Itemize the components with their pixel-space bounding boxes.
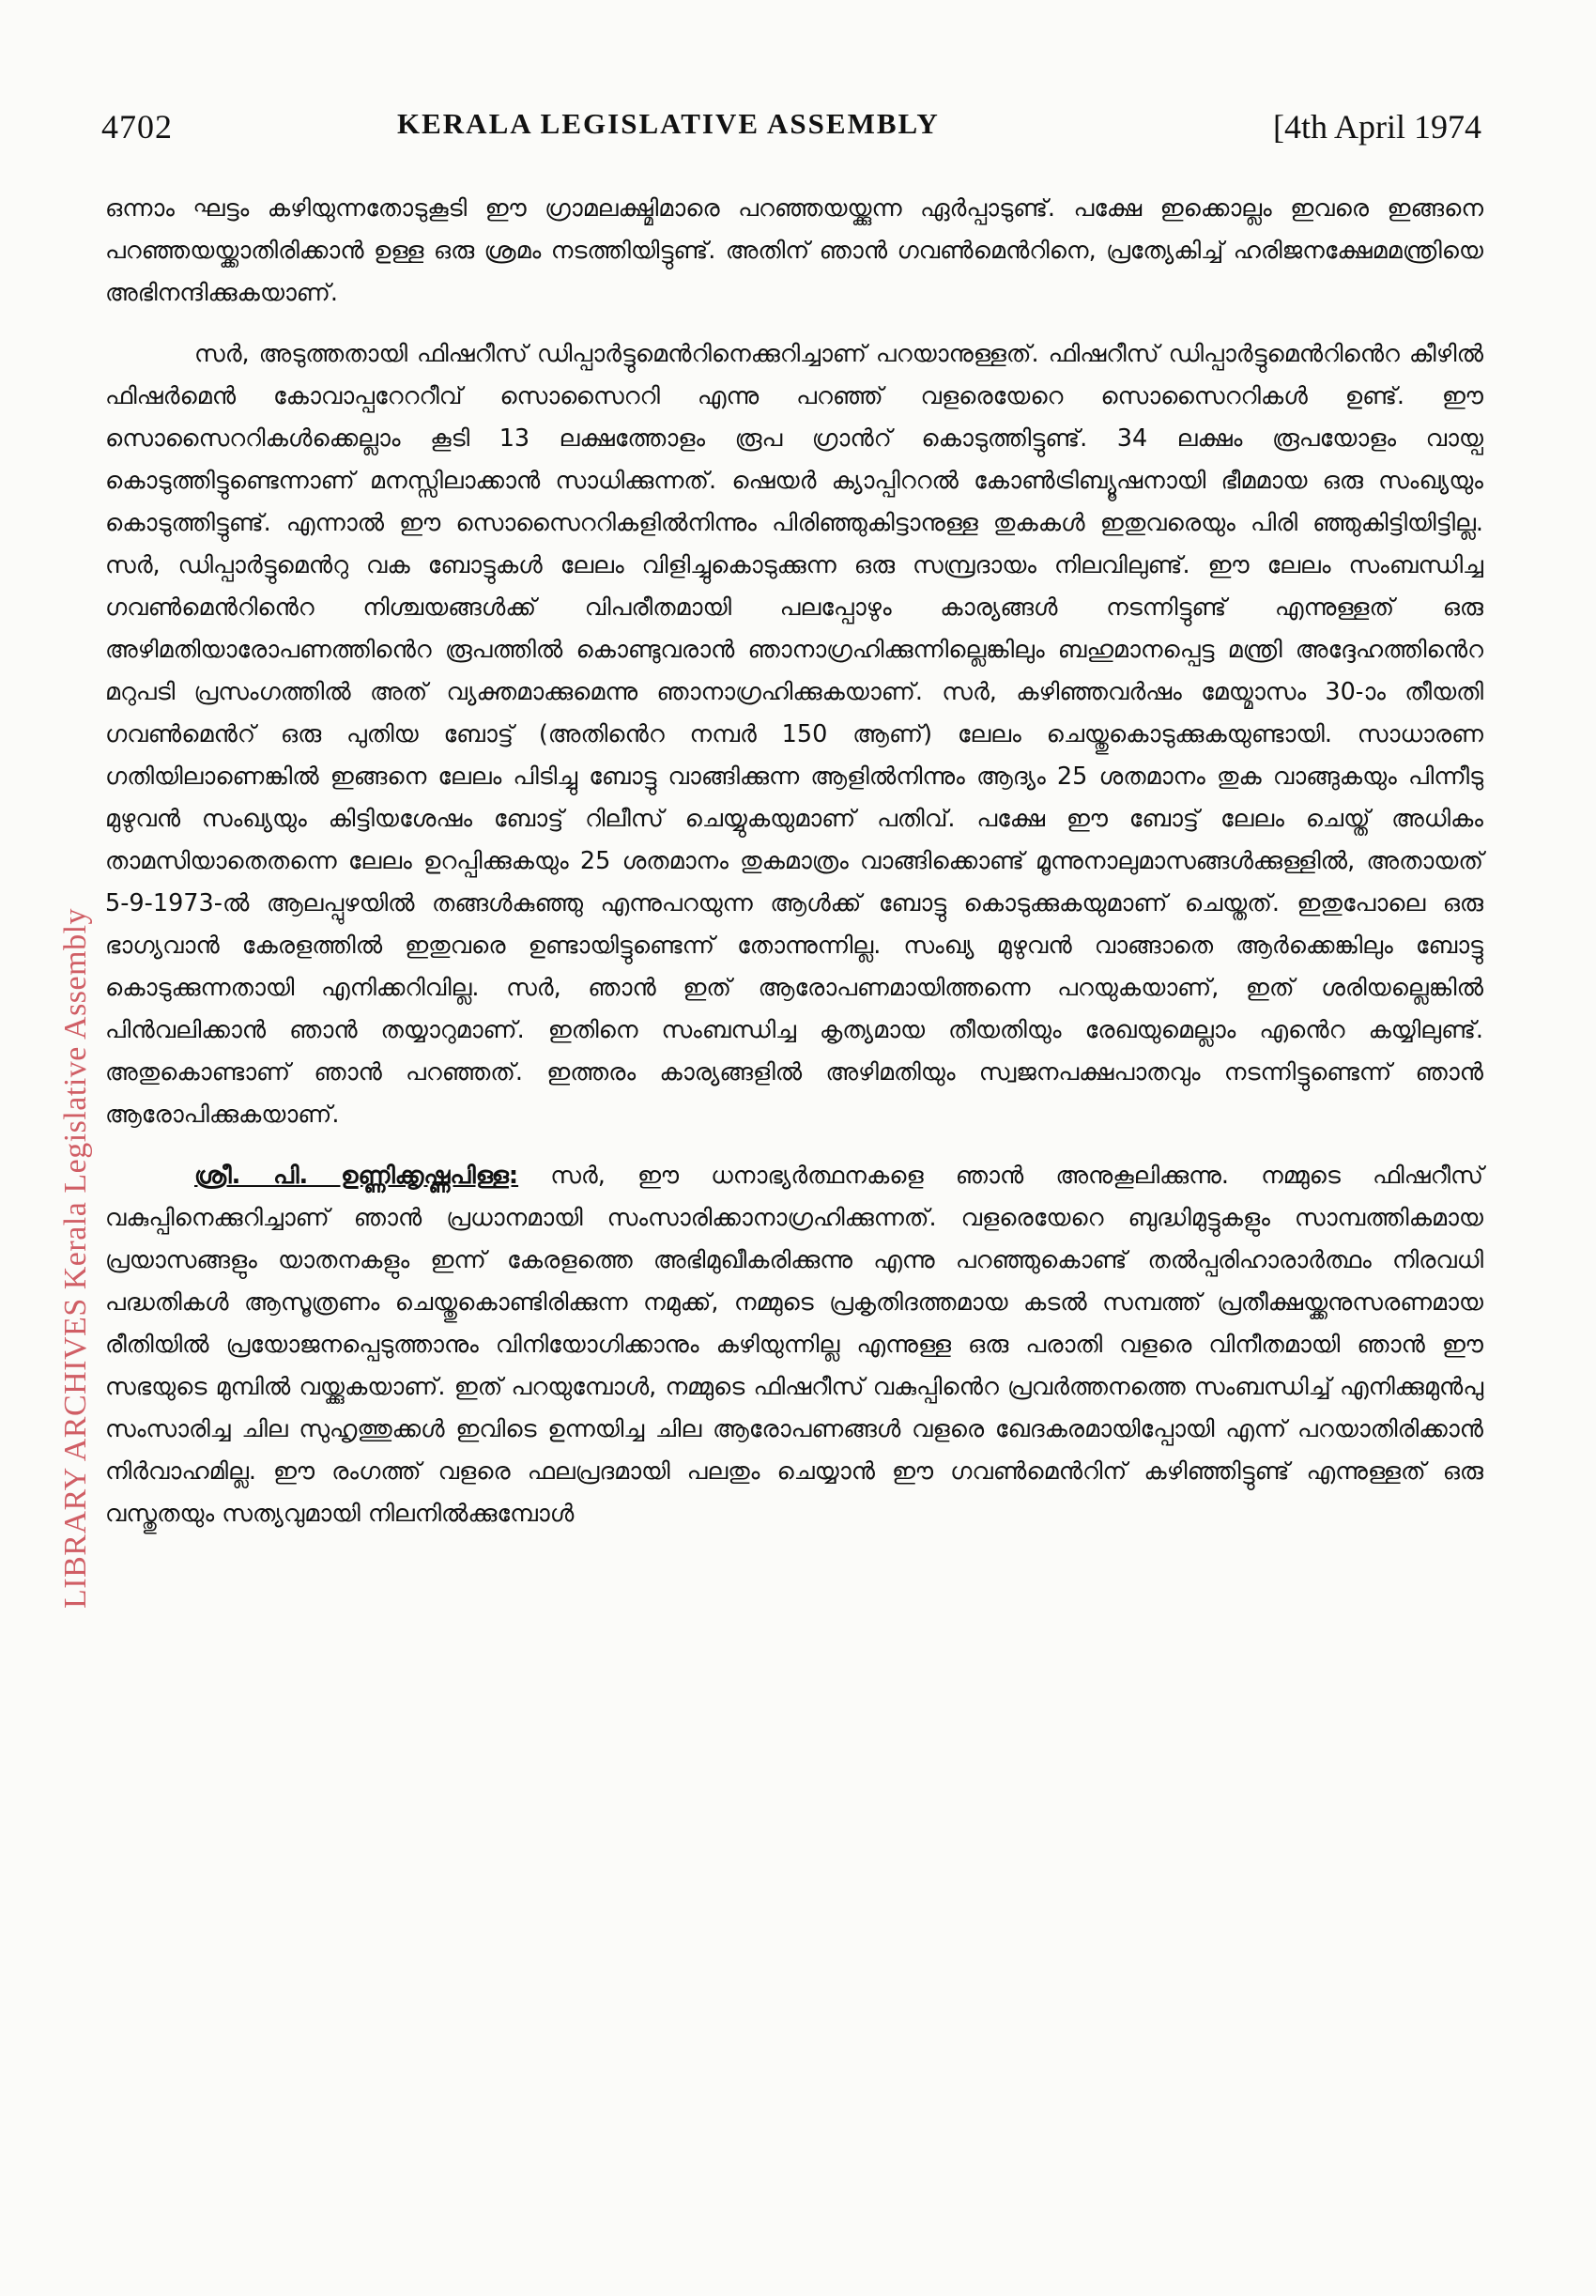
watermark-text: LIBRARY ARCHIVES Kerala Legislative Assembly	[58, 907, 93, 1609]
page-header	[101, 101, 1481, 158]
paragraph-3	[105, 1155, 1483, 1535]
paragraph-1-text: ഒന്നാം ഘട്ടം കഴിയുന്നതോടുകൂടി ഈ ഗ്രാമലക്ഷ്മിമാരെ പറഞ്ഞയയ്ക്കുന്ന ഏർപ്പാടുണ്ട്. പക്ഷേ ഇക്കൊല്ലം ഇവരെ ഇങ്ങനെ പറഞ്ഞയയ്ക്കാതിരിക്കാൻ ഉള്ള ഒരു ശ്രമം നടത്തിയിട്ടുണ്ട്. അതിന് ഞാൻ ഗവൺമെൻറിനെ, പ്രത്യേകിച്ച് ഹരിജനക്ഷേമമന്ത്രിയെ അഭിനന്ദിക്കുകയാണ്.	[105, 194, 1483, 307]
paragraph-2-text: സർ, അടുത്തതായി ഫിഷറീസ് ഡിപ്പാർട്ടുമെൻറിനെക്കുറിച്ചാണ് പറയാനുള്ളത്. ഫിഷറീസ് ഡിപ്പാർട്ടുമെൻറിൻെറ കീഴിൽ ഫിഷർമെൻ കോവാപ്പറേററീവ് സൊസൈററി എന്നു പറഞ്ഞ് വളരെയേറെ സൊസൈററികൾ ഉണ്ട്. ഈ സൊസൈററികൾക്കെല്ലാം കൂടി 13 ലക്ഷത്തോളം രൂപ ഗ്രാൻറ് കൊടുത്തിട്ടുണ്ട്. 34 ലക്ഷം രൂപയോളം വായ്പ കൊടുത്തിട്ടുണ്ടെന്നാണ് മനസ്സിലാക്കാൻ സാധിക്കുന്നത്. ഷെയർ ക്യാപ്പിററൽ കോൺട്രിബ്യൂഷനായി ഭീമമായ ഒരു സംഖ്യയും കൊടുത്തിട്ടുണ്ട്. എന്നാൽ ഈ സൊസൈററികളിൽനിന്നും പിരിഞ്ഞുകിട്ടാനുള്ള തുകകൾ ഇതുവരെയും പിരി ഞ്ഞുകിട്ടിയിട്ടില്ല. സർ, ഡിപ്പാർട്ടുമെൻറു വക ബോട്ടുകൾ ലേലം വിളിച്ചുകൊടുക്കുന്ന ഒരു സമ്പ്രദായം നിലവിലുണ്ട്. ഈ ലേലം സംബന്ധിച്ച ഗവൺമെൻറിൻെറ നിശ്ചയങ്ങൾക്ക് വിപരീതമായി പലപ്പോഴും കാര്യങ്ങൾ നടന്നിട്ടുണ്ട് എന്നുള്ളത് ഒരു അഴിമതിയാരോപണത്തിൻെറ രൂപത്തിൽ കൊണ്ടുവരാൻ ഞാനാഗ്രഹിക്കുന്നില്ലെങ്കിലും ബഹുമാനപ്പെട്ട മന്ത്രി അദ്ദേഹത്തിൻെറ മറുപടി പ്രസംഗത്തിൽ അത് വ്യക്തമാക്കുമെന്നു ഞാനാഗ്രഹിക്കുകയാണ്. സർ, കഴിഞ്ഞവർഷം മേയ്മാസം 30-ാം തീയതി ഗവൺമെൻറ് ഒരു പുതിയ ബോട്ട് (അതിൻെറ നമ്പർ 150 ആണ്) ലേലം ചെയ്തുകൊടുക്കുകയുണ്ടായി. സാധാരണ ഗതിയിലാണെങ്കിൽ ഇങ്ങനെ ലേലം പിടിച്ചു ബോട്ടു വാങ്ങിക്കുന്ന ആളിൽനിന്നും ആദ്യം 25 ശതമാനം തുക വാങ്ങുകയും പിന്നീടു മുഴുവൻ സംഖ്യയും കിട്ടിയശേഷം ബോട്ട് റിലീസ് ചെയ്യുകയുമാണ് പതിവ്. പക്ഷേ ഈ ബോട്ട് ലേലം ചെയ്ത് അധികം താമസിയാതെതന്നെ ലേലം ഉറപ്പിക്കുകയും 25 ശതമാനം തുകമാത്രം വാങ്ങിക്കൊണ്ട് മൂന്നുനാലുമാസങ്ങൾക്കുള്ളിൽ, അതായത് 5-9-1973-ൽ ആലപ്പുഴയിൽ തങ്ങൾകുഞ്ഞു എന്നുപറയുന്ന ആൾക്ക് ബോട്ടു കൊടുക്കുകയുമാണ് ചെയ്തത്. ഇതുപോലെ ഒരു ഭാഗ്യവാൻ കേരളത്തിൽ ഇതുവരെ ഉണ്ടായിട്ടുണ്ടെന്ന് തോന്നുന്നില്ല. സംഖ്യ മുഴുവൻ വാങ്ങാതെ ആർക്കെങ്കിലും ബോട്ടു കൊടുക്കുന്നതായി എനിക്കറിവില്ല. സർ, ഞാൻ ഇത് ആരോപണമായിത്തന്നെ പറയുകയാണ്, ഇത് ശരിയല്ലെങ്കിൽ പിൻവലിക്കാൻ ഞാൻ തയ്യാറുമാണ്. ഇതിനെ സംബന്ധിച്ച കൃത്യമായ തീയതിയും രേഖയുമെല്ലാം എൻെറ കയ്യിലുണ്ട്. അതുകൊണ്ടാണ് ഞാൻ പറഞ്ഞത്. ഇത്തരം കാര്യങ്ങളിൽ അഴിമതിയും സ്വജനപക്ഷപാതവും നടന്നിട്ടുണ്ടെന്ന് ഞാൻ ആരോപിക്കുകയാണ്.	[105, 340, 1483, 1129]
page-number: 4702	[101, 108, 173, 146]
document-body	[105, 188, 1483, 1554]
paragraph-3-text: സർ, ഈ ധനാഭ്യർത്ഥനകളെ ഞാൻ അനുകൂലിക്കുന്നു. നമ്മുടെ ഫിഷറീസ് വകുപ്പിനെക്കുറിച്ചാണ് ഞാൻ പ്രധാനമായി സംസാരിക്കാനാഗ്രഹിക്കുന്നത്. വളരെയേറെ ബുദ്ധിമുട്ടുകളും സാമ്പത്തികമായ പ്രയാസങ്ങളും യാതനകളും ഇന്ന് കേരളത്തെ അഭിമുഖീകരിക്കുന്നു എന്നു പറഞ്ഞുകൊണ്ട് തൽപ്പരിഹാരാർത്ഥം നിരവധി പദ്ധതികൾ ആസൂത്രണം ചെയ്തുകൊണ്ടിരിക്കുന്ന നമുക്ക്, നമ്മുടെ പ്രകൃതിദത്തമായ കടൽ സമ്പത്ത് പ്രതീക്ഷയ്ക്കനുസരണമായ രീതിയിൽ പ്രയോജനപ്പെടുത്താനും വിനിയോഗിക്കാനും കഴിയുന്നില്ല എന്നുള്ള ഒരു പരാതി വളരെ വിനീതമായി ഞാൻ ഈ സഭയുടെ മുമ്പിൽ വയ്ക്കുകയാണ്. ഇത് പറയുമ്പോൾ, നമ്മുടെ ഫിഷറീസ് വകുപ്പിൻെറ പ്രവർത്തനത്തെ സംബന്ധിച്ച് എനിക്കുമുൻപു സംസാരിച്ച ചില സുഹൃത്തുക്കൾ ഇവിടെ ഉന്നയിച്ച ചില ആരോപണങ്ങൾ വളരെ ഖേദകരമായിപ്പോയി എന്ന് പറയാതിരിക്കാൻ നിർവാഹമില്ല. ഈ രംഗത്ത് വളരെ ഫലപ്രദമായി പലതും ചെയ്യാൻ ഈ ഗവൺമെൻറിന് കഴിഞ്ഞിട്ടുണ്ട് എന്നുള്ളത് ഒരു വസ്തുതയും സത്യവുമായി നിലനിൽക്കുമ്പോൾ	[105, 1162, 1483, 1528]
header-date: [4th April 1974	[1273, 108, 1481, 146]
running-title: KERALA LEGISLATIVE ASSEMBLY	[397, 107, 940, 140]
paragraph-2	[105, 333, 1483, 1136]
speaker-name: ശ്രീ. പി. ഉണ്ണിക്കൃഷ്ണപിള്ള:	[194, 1162, 519, 1190]
paragraph-1	[105, 188, 1483, 315]
